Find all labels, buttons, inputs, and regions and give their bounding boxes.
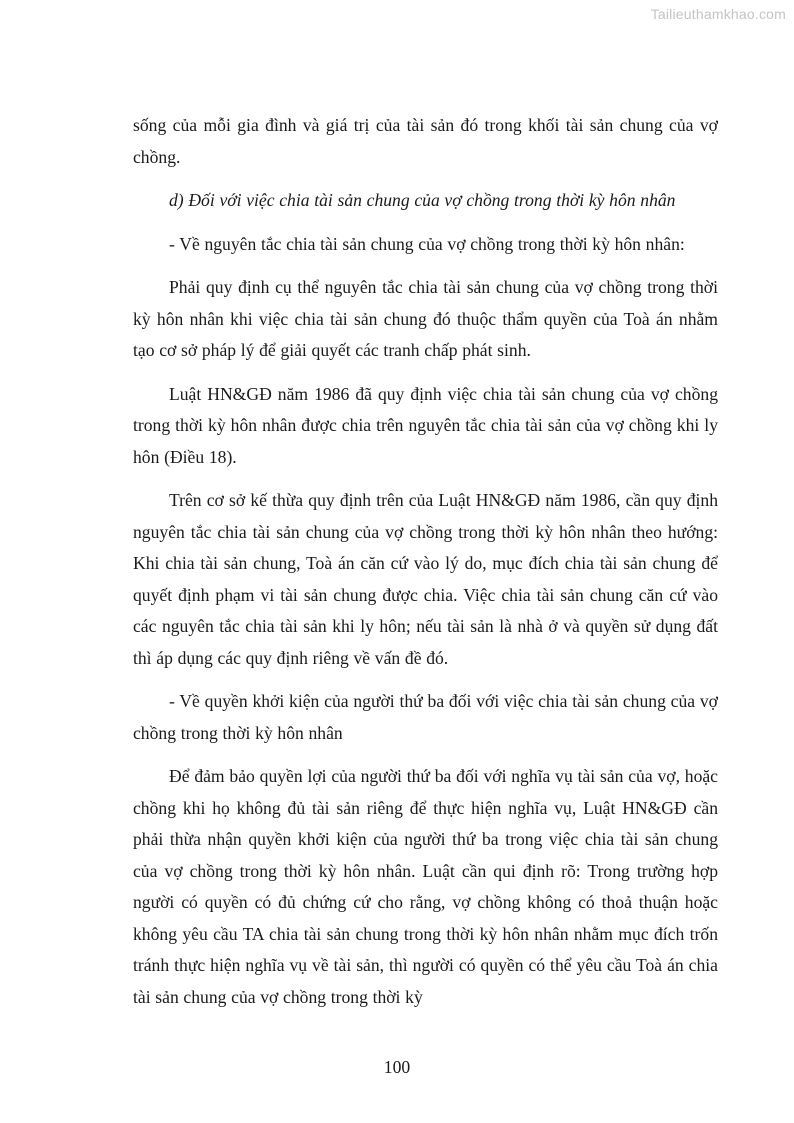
paragraph-principle: Phải quy định cụ thể nguyên tắc chia tài sản chung của vợ chồng trong thời kỳ hôn nhân khi việc chia tài sản chung đó thuộc thẩm quyền của Toà án nhằm tạo cơ sở pháp lý để giải quyết các tranh chấp phát sinh. xyxy=(133,277,718,360)
paragraph-inheritance: Trên cơ sở kế thừa quy định trên của Luật HN&GĐ năm 1986, cần quy định nguyên tắc chia tài sản chung của vợ chồng trong thời kỳ hôn nhân theo hướng: Khi chia tài sản chung, Toà án căn cứ vào lý do, mục đích chia tài sản chung để quyết định phạm vi tài sản chung được chia. Việc chia tài sản chung căn cứ vào các nguyên tắc chia tài sản khi ly hôn; nếu tài sản là nhà ở và quyền sử dụng đất thì áp dụng các quy định riêng về vấn đề đó. xyxy=(133,490,718,668)
page-body xyxy=(133,110,718,1013)
subheading-third-party: - Về quyền khởi kiện của người thứ ba đối với việc chia tài sản chung của vợ chồng trong thời kỳ hôn nhân xyxy=(133,691,718,743)
paragraph-law-1986: Luật HN&GĐ năm 1986 đã quy định việc chia tài sản chung của vợ chồng trong thời kỳ hôn nhân được chia trên nguyên tắc chia tài sản của vợ chồng khi ly hôn (Điều 18). xyxy=(133,383,718,467)
paragraph-continuation: sống của mỗi gia đình và giá trị của tài sản đó trong khối tài sản chung của vợ chồng. xyxy=(133,115,718,167)
page-number: 100 xyxy=(383,1057,411,1077)
section-heading: d) Đối với việc chia tài sản chung của vợ chồng trong thời kỳ hôn nhân xyxy=(169,190,676,210)
subheading-principle: - Về nguyên tắc chia tài sản chung của vợ chồng trong thời kỳ hôn nhân: xyxy=(169,233,685,254)
paragraph-third-party: Để đảm bảo quyền lợi của người thứ ba đối với nghĩa vụ tài sản của vợ, hoặc chồng khi họ không đủ tài sản riêng để thực hiện nghĩa vụ, Luật HN&GĐ cần phải thừa nhận quyền khởi kiện của người thứ ba trong việc chia tài sản chung của vợ chồng trong thời kỳ hôn nhân. Luật cần qui định rõ: Trong trường hợp người có quyền có đủ chứng cứ cho rằng, vợ chồng không có thoả thuận hoặc không yêu cầu TA chia tài sản chung trong thời kỳ hôn nhân nhằm mục đích trốn tránh thực hiện nghĩa vụ về tài sản, thì người có quyền có thể yêu cầu Toà án chia tài sản chung của vợ chồng trong thời kỳ xyxy=(133,766,718,1007)
watermark: Tailieuthamkhao.com xyxy=(650,6,786,22)
